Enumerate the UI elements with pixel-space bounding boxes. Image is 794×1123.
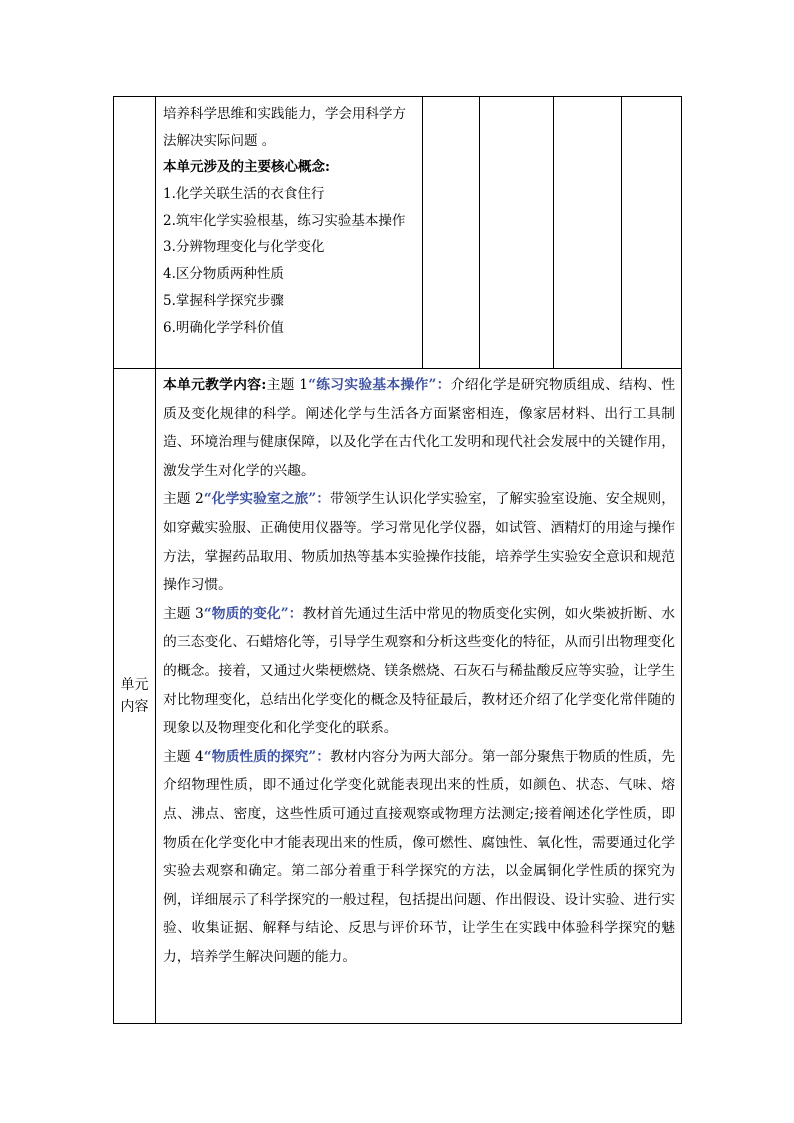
empty-cell bbox=[480, 97, 554, 369]
concept-item: 1.化学关联生活的衣食住行 bbox=[163, 186, 325, 203]
topic-title: “化学实验室之旅”： bbox=[203, 491, 331, 508]
concept-item: 2.筑牢化学实验根基，练习实验基本操作 bbox=[163, 212, 406, 229]
label-line: 内容 bbox=[120, 699, 149, 715]
concept-item: 3.分辨物理变化与化学变化 bbox=[163, 239, 325, 256]
empty-cell bbox=[554, 97, 622, 369]
table-row bbox=[114, 369, 682, 1024]
topic-body: 教材首先通过生活中常见的物质变化实例，如火柴被折断、水的三态变化、石蜡熔化等，引导学生观察和分析这些变化的特征，从而引出物理变化的概念。接着，又通过火柴梗燃烧、镁条燃烧、石灰石与稀盐酸反应等实验，让学生对比物理变化，总结出化学变化的概念及特征最后，教材还介绍了化学变化常伴随的现象以及物理变化和化学变化的联系。 bbox=[163, 605, 675, 737]
goals-cell bbox=[156, 97, 423, 369]
topic-prefix: 主题 3 bbox=[163, 605, 204, 622]
topic-prefix: 主题 2 bbox=[163, 491, 204, 508]
topic-body: 教材内容分为两大部分。第一部分聚焦于物质的性质，先介绍物理性质，即不通过化学变化就能表现出来的性质，如颜色、状态、气味、熔点、沸点、密度，这些性质可通过直接观察或物理方法测定;接着阐述化学性质，即物质在化学变化中才能表现出来的性质，像可燃性、腐蚀性、氧化性，需要通过化学实验去观察和确定。第二部分着重于科学探究的方法，以金属铜化学性质的探究为例，详细展示了科学探究的一般过程，包括提出问题、作出假设、设计实验、进行实验、收集证据、解释与结论、反思与评价环节，让学生在实践中体验科学探究的魅力，培养学生解决问题的能力。 bbox=[163, 748, 675, 965]
content-paragraph bbox=[163, 600, 675, 743]
topic-title: “练习实验基本操作”： bbox=[308, 377, 451, 393]
content-paragraph bbox=[163, 371, 675, 485]
table-row bbox=[114, 97, 682, 369]
topic-title: “物质的变化”： bbox=[203, 605, 303, 622]
content-paragraph bbox=[163, 743, 675, 972]
concept-item: 4.区分物质两种性质 bbox=[163, 266, 284, 283]
content-paragraph bbox=[163, 485, 675, 599]
empty-label-cell bbox=[114, 97, 156, 369]
topic-title: “物质性质的探究”： bbox=[203, 748, 331, 765]
goal-line: 法解决实际问题 。 bbox=[163, 132, 276, 149]
concept-item: 6.明确化学学科价值 bbox=[163, 319, 284, 336]
unit-content-cell bbox=[156, 369, 682, 1024]
topic-prefix: 主题 1 bbox=[266, 377, 309, 393]
concept-item: 5.掌握科学探究步骤 bbox=[163, 292, 284, 309]
label-line: 单元 bbox=[120, 677, 149, 693]
concepts-heading: 本单元涉及的主要核心概念: bbox=[163, 159, 330, 176]
content-lead: 本单元教学内容: bbox=[163, 377, 267, 393]
topic-body: 介绍化学是研究物质组成、结构、性质及变化规律的科学。阐述化学与生活各方面紧密相连，像家居材料、出行工具制造、环境治理与健康保障，以及化学在古代化工发明和现代社会发展中的关键作用，激发学生对化学的兴趣。 bbox=[163, 377, 676, 479]
topic-body: 带领学生认识化学实验室，了解实验室设施、安全规则，如穿戴实验服、正确使用仪器等。学习常见化学仪器，如试管、酒精灯的用途与操作方法，掌握药品取用、物质加热等基本实验操作技能，培养学生实验安全意识和规范操作习惯。 bbox=[163, 491, 675, 594]
empty-cell bbox=[622, 97, 682, 369]
unit-content-label bbox=[114, 369, 156, 1024]
goal-line: 培养科学思维和实践能力，学会用科学方 bbox=[163, 106, 406, 122]
topic-prefix: 主题 4 bbox=[163, 748, 204, 765]
empty-cell bbox=[423, 97, 480, 369]
unit-plan-table bbox=[113, 96, 682, 1024]
